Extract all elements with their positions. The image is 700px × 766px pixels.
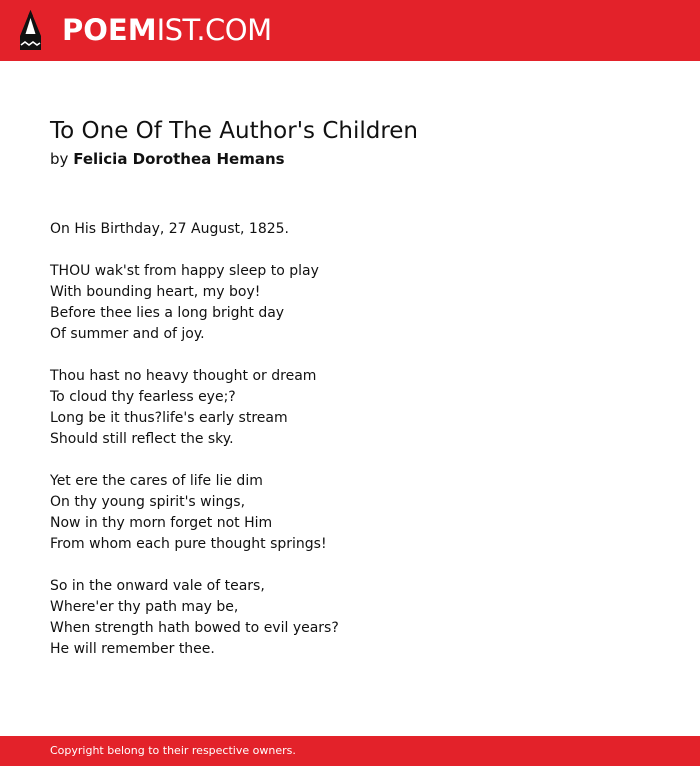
site-logo[interactable] [62,12,272,48]
site-footer [0,736,700,766]
pen-nib-icon[interactable] [17,9,44,51]
poem-line: Of summer and of joy. [50,326,205,342]
poem-line: THOU wak'st from happy sleep to play [50,263,319,279]
poem-title: To One Of The Author's Children [50,118,419,144]
poem-line: Should still reflect the sky. [50,431,234,447]
poem-stanza [50,471,650,555]
poem-line: From whom each pure thought springs! [50,536,327,552]
poem-line: So in the onward vale of tears, [50,578,265,594]
poem-line: He will remember thee. [50,641,215,657]
site-header [0,0,700,61]
poem-line: Long be it thus?life's early stream [50,410,288,426]
poem-line: Before thee lies a long bright day [50,305,285,321]
by-label: by [50,150,69,168]
poem-line: On His Birthday, 27 August, 1825. [50,221,290,237]
poem-body [50,219,650,681]
poem-line: On thy young spirit's wings, [50,494,246,510]
poem-line: With bounding heart, my boy! [50,284,261,300]
poem-stanza [50,366,650,450]
poem-line: Now in thy morn forget not Him [50,515,273,531]
poem-byline [50,148,285,170]
poem-line: Yet ere the cares of life lie dim [50,473,263,489]
poem-line: To cloud thy fearless eye;? [50,389,236,405]
poem-stanza [50,261,650,345]
logo-bold-text: POEM [62,13,157,47]
poem-stanza [50,219,650,240]
copyright-text: Copyright belong to their respective owners. [50,744,296,757]
poem-line: Thou hast no heavy thought or dream [50,368,317,384]
poem-line: Where'er thy path may be, [50,599,239,615]
poem-line: When strength hath bowed to evil years? [50,620,339,636]
poem-stanza [50,576,650,660]
logo-light-text: IST.COM [156,13,272,47]
author-name: Felicia Dorothea Hemans [73,150,285,168]
